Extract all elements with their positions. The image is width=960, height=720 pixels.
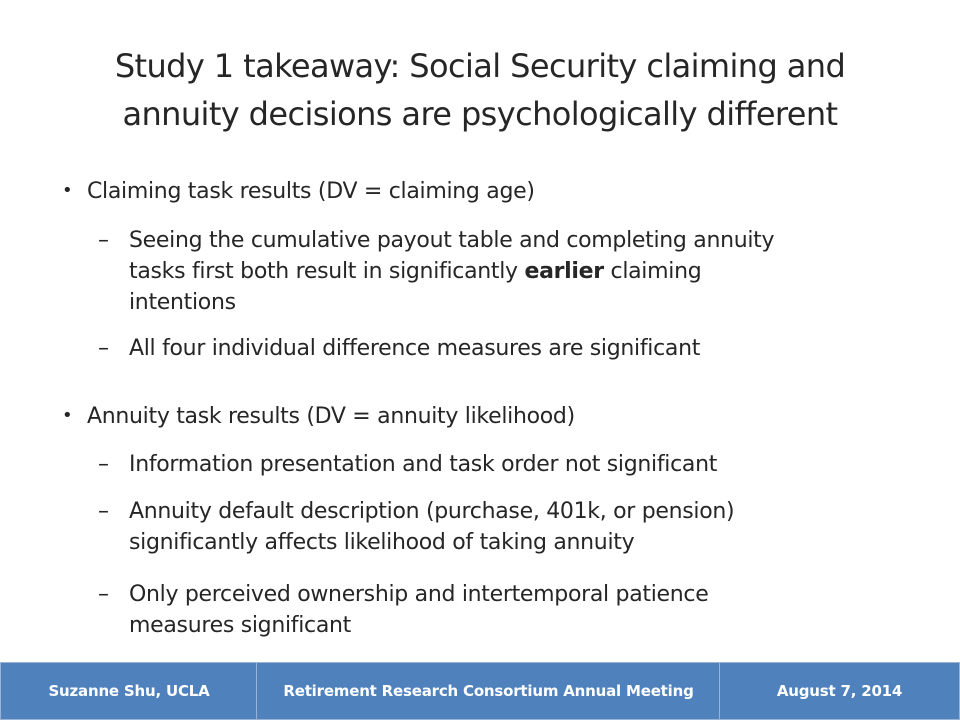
section-1-item-1-line-1: Seeing the cumulative payout table and completing annuity	[129, 228, 775, 253]
section-2-item-2-line-1: Annuity default description (purchase, 401k, or pension)	[129, 499, 735, 524]
bullet-icon: •	[62, 180, 73, 201]
text-run: tasks first both result in significantly	[129, 259, 525, 284]
section-2-item-2-line-2: significantly affects likelihood of taking annuity	[129, 530, 635, 555]
dash-icon: –	[98, 452, 109, 477]
footer-bar	[0, 662, 960, 720]
emphasis-earlier: earlier	[524, 259, 604, 284]
dash-icon: –	[98, 228, 109, 253]
section-1-heading: Claiming task results (DV = claiming age)	[87, 179, 535, 204]
text-run: claiming	[603, 259, 702, 284]
slide-title	[40, 42, 920, 138]
bullet-icon: •	[62, 405, 73, 426]
footer-author: Suzanne Shu, UCLA	[0, 662, 258, 720]
slide-title-line-2: annuity decisions are psychologically different	[122, 95, 838, 133]
footer-event: Retirement Research Consortium Annual Meeting	[256, 662, 721, 720]
dash-icon: –	[98, 582, 109, 607]
dash-icon: –	[98, 499, 109, 524]
section-2-item-3-line-1: Only perceived ownership and intertemporal patience	[129, 582, 709, 607]
section-2-item-3-line-2: measures significant	[129, 613, 352, 638]
footer-date: August 7, 2014	[719, 662, 960, 720]
dash-icon: –	[98, 336, 109, 361]
section-2-item-1-line-1: Information presentation and task order not significant	[129, 452, 718, 477]
section-1-item-1-line-3: intentions	[129, 290, 236, 315]
section-1-item-1-line-2	[129, 256, 701, 287]
section-2-heading: Annuity task results (DV = annuity likelihood)	[87, 404, 575, 429]
section-1-item-2-line-1: All four individual difference measures are significant	[129, 336, 701, 361]
slide-title-line-1: Study 1 takeaway: Social Security claiming and	[114, 47, 846, 85]
